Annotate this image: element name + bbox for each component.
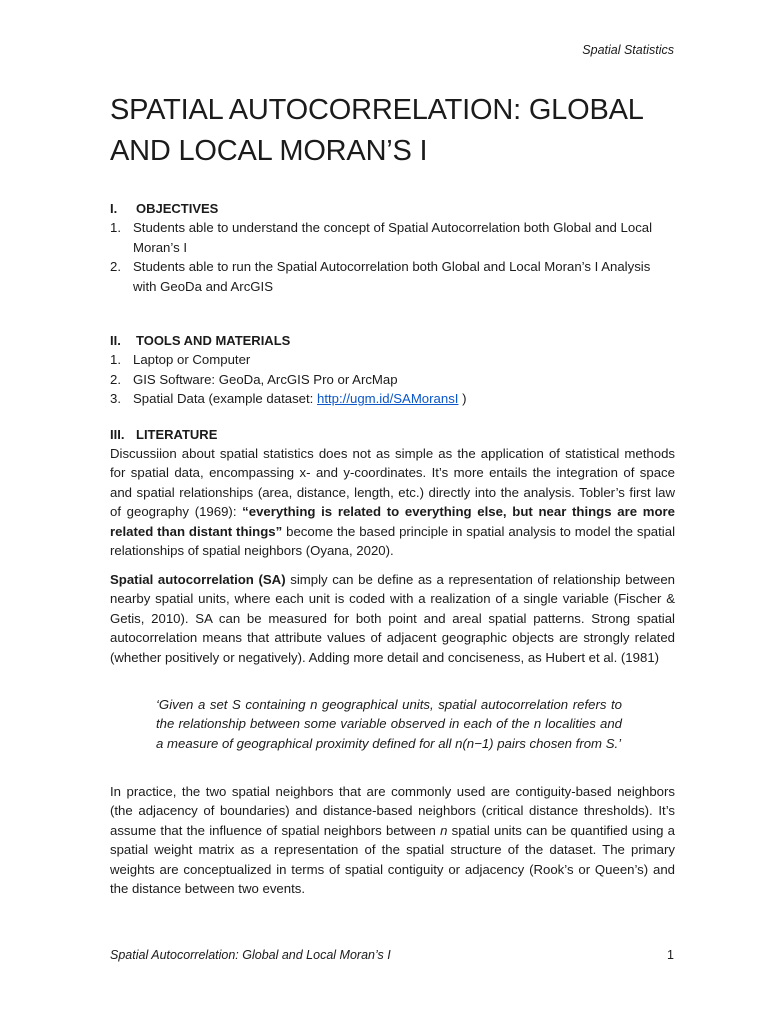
list-item — [110, 257, 675, 296]
paragraph-spatial-autocorrelation — [110, 570, 675, 667]
paragraph-text: simply can be define as a representation of relationship between nearby spatial units, where each unit is coded with a realization of a single variable (Fischer & Getis, 2010). SA can be measured for both point and areal spatial patterns. Strong spatial autocorrelation means that attribute values of adjacent geographic objects are strongly related (whether positively or negatively). Adding more detail and conciseness, as Hubert et al. (1981) — [110, 572, 675, 665]
section-number: III. — [110, 427, 125, 442]
section-heading-tools — [110, 333, 290, 348]
paragraph-text: In practice, the two spatial neighbors that are commonly used are contiguity-based neighbors (the adjacency of boundaries) and distance-based neighbors (critical distance thresholds). It’s assume that the influence of spatial neighbors between — [110, 784, 675, 838]
list-item — [110, 370, 675, 390]
section-number: I. — [110, 201, 118, 216]
list-item-number: 2. — [110, 259, 121, 274]
objectives-list — [110, 218, 675, 296]
section-heading-literature — [110, 427, 217, 442]
list-item — [110, 350, 675, 370]
paragraph-spatial-neighbors — [110, 782, 675, 898]
list-item-text: Spatial Data (example dataset: — [133, 391, 317, 406]
paragraph-text: spatial units can be quantified using a spatial weight matrix as a representation of the spatial structure of the dataset. The primary weights are conceptualized in terms of spatial contiguity or adjacency (Rook’s or Queen’s) and the distance between two events. — [110, 822, 675, 897]
term-highlight: Spatial autocorrelation (SA) — [110, 572, 286, 587]
block-quote: ‘Given a set S containing n geographical units, spatial autocorrelation refers to the relationship between some variable observed in each of the n localities and a measure of geographical proximity defined for all n(n−1) pairs chosen from S.’ — [156, 697, 622, 751]
tools-list — [110, 350, 675, 409]
list-item — [110, 218, 675, 257]
list-item-number: 2. — [110, 371, 121, 387]
list-item-text: GIS Software: GeoDa, ArcGIS Pro or ArcMap — [133, 371, 398, 387]
list-item-text-suffix: ) — [458, 391, 467, 406]
list-item-text: Laptop or Computer — [133, 352, 251, 367]
page-number: 1 — [667, 948, 674, 962]
list-item-number: 1. — [110, 352, 121, 367]
paragraph-text: Discussiion about spatial statistics does not as simple as the application of statistical methods for spatial data, encompassing x- and y-coordinates. It’s more entails the integration of space and spatial relationships (area, distance, length, etc.) directly into the analysis. Tobler’s first law of geography (1969): — [110, 446, 675, 520]
section-title: OBJECTIVES — [136, 201, 219, 216]
section-title: TOOLS AND MATERIALS — [136, 333, 291, 348]
paragraph-text: become the based principle in spatial analysis to model the spatial relationships of spatial neighbors (Oyana, 2020). — [110, 523, 675, 559]
list-item-number: 3. — [110, 391, 121, 406]
dataset-link[interactable]: http://ugm.id/SAMoransI — [317, 391, 459, 406]
section-number: II. — [110, 333, 121, 348]
paragraph-literature-intro — [110, 444, 675, 560]
document-title — [110, 90, 670, 172]
tobler-law-quote: “everything is related to everything else, but near things are more related than distant things” — [110, 504, 675, 539]
title-line-2: AND LOCAL MORAN’S I — [110, 135, 428, 167]
list-item-text: Students able to understand the concept of Spatial Autocorrelation both Global and Local Moran’s I — [133, 220, 653, 255]
variable-n: n — [440, 822, 448, 838]
list-item-number: 1. — [110, 220, 121, 235]
section-title: LITERATURE — [136, 427, 218, 442]
running-footer: Spatial Autocorrelation: Global and Local Moran’s I — [110, 948, 391, 962]
running-header: Spatial Statistics — [582, 43, 674, 57]
list-item-text: Students able to run the Spatial Autocorrelation both Global and Local Moran’s I Analysis with GeoDa and ArcGIS — [133, 259, 651, 294]
section-heading-objectives — [110, 201, 218, 216]
title-line-1: SPATIAL AUTOCORRELATION: GLOBAL — [110, 94, 644, 126]
list-item — [110, 389, 675, 409]
